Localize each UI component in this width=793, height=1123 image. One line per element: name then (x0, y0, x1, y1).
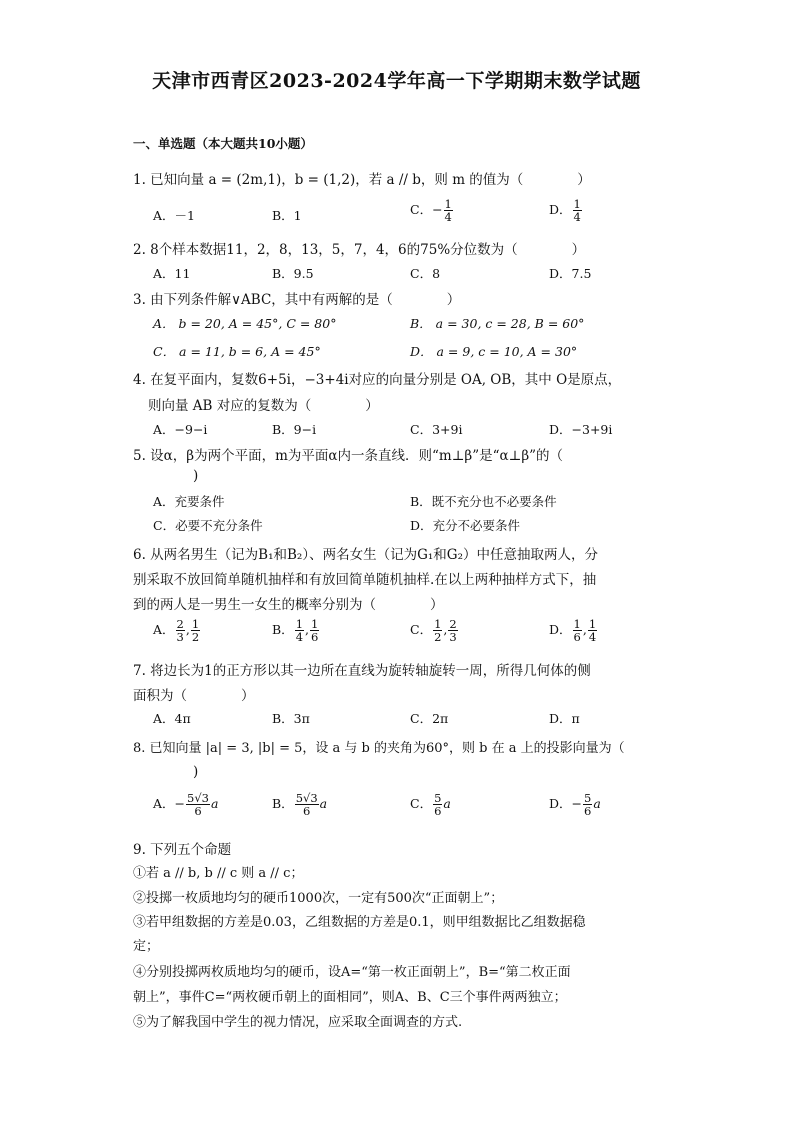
q8-option-b-fraction (295, 792, 319, 817)
q6-option-a-frac1-num: 2 (176, 617, 184, 631)
q2-option-d: D．7.5 (549, 266, 592, 281)
q8-option-b-num: 5√3 (295, 791, 318, 805)
q8-option-d-num: 5 (584, 791, 592, 805)
q1-option-d-label: D． (549, 202, 572, 218)
q6-option-d-frac2 (588, 618, 597, 643)
q1-option-c-label: C．− (410, 202, 443, 218)
q5-option-a: A．充要条件 (153, 494, 225, 509)
q7-option-d: D．π (549, 711, 580, 726)
q6-option-c-frac2 (448, 618, 457, 643)
q6-option-b-frac1-den: 4 (295, 630, 304, 645)
q3-option-a: A． b = 20, A = 45°, C = 80° (153, 316, 337, 331)
q1-option-c-den: 4 (444, 210, 452, 225)
q8-option-a-den: 6 (194, 804, 202, 819)
q8-option-a-fraction (186, 792, 210, 817)
q8-option-b-den: 6 (303, 804, 311, 819)
q8-option-c-num: 5 (434, 791, 442, 805)
q8-option-d-label: D．− (549, 796, 582, 812)
page-title: 天津市西青区2023-2024学年高一下学期期末数学试题 (152, 70, 641, 92)
q5-stem-line1: 5. 设α，β为两个平面，m为平面α内一条直线．则“m⊥β”是“α⊥β”的（ (133, 448, 564, 464)
q8-option-d-den: 6 (584, 804, 592, 819)
q8-stem-line1: 8. 已知向量 |a| = 3, |b| = 5，设 a 与 b 的夹角为60°，则 b 在 a 上的投影向量为（ (133, 741, 625, 756)
q6-option-b: B． $\frac{1}{4}$ , $\frac{1}{6}$ (272, 617, 319, 645)
q6-stem-line1: 6. 从两名男生（记为B₁和B₂）、两名女生（记为G₁和G₂）中任意抽取两人，分 (133, 547, 598, 563)
q6-option-d-label: D． (549, 622, 572, 638)
q8-option-d (549, 792, 601, 817)
q8-option-d-fraction (583, 792, 592, 817)
q1-option-d (549, 198, 583, 223)
q6-option-d-frac1-den: 6 (573, 630, 581, 645)
q6-option-b-frac2 (310, 618, 319, 643)
q6-option-c: C． $\frac{1}{2}$ , $\frac{2}{3}$ (410, 617, 457, 645)
q1-option-d-fraction (573, 198, 582, 223)
q3-option-b: B． a = 30, c = 28, B = 60° (410, 316, 585, 331)
q6-option-d-frac1 (573, 618, 582, 643)
q6-option-a-label: A． (153, 622, 175, 638)
q6-option-a-frac2-den: 2 (191, 630, 200, 645)
q6-stem-line3: 到的两人是一男生一女生的概率分别为（ ） (133, 597, 444, 613)
q8-option-c-var: a (443, 796, 451, 812)
q6-option-c-frac1-den: 2 (434, 630, 442, 645)
q5-option-b: B．既不充分也不必要条件 (410, 494, 557, 509)
q4-stem-line2: 则向量 AB 对应的复数为（ ） (148, 398, 379, 414)
q9-item-1: ①若 a // b, b // c 则 a // c； (133, 866, 304, 881)
q8-option-c-fraction (433, 792, 442, 817)
q9-item-3: ③若甲组数据的方差是0.03，乙组数据的方差是0.1，则甲组数据比乙组数据稳 (133, 915, 586, 930)
q7-option-b: B．3π (272, 711, 310, 726)
q6-option-b-frac2-num: 1 (311, 617, 319, 631)
q9-item-4-cont: 朝上”，事件C=“两枚硬币朝上的面相同”，则A、B、C三个事件两两独立； (133, 990, 567, 1005)
q1-option-c-num: 1 (444, 197, 452, 211)
q5-stem-line2: ) (193, 468, 199, 484)
q2-option-b: B．9.5 (272, 266, 314, 281)
q8-stem-line2: ) (193, 764, 199, 780)
q4-option-c: C．3+9i (410, 422, 463, 437)
q2-option-c: C．8 (410, 266, 441, 281)
q6-option-b-frac2-den: 6 (311, 630, 319, 645)
q9-item-5: ⑤为了解我国中学生的视力情况，应采取全面调查的方式. (133, 1015, 463, 1030)
q8-option-d-var: a (593, 796, 601, 812)
q6-option-c-frac1 (433, 618, 442, 643)
q6-option-b-label: B． (272, 622, 294, 638)
q7-option-a: A．4π (153, 711, 191, 726)
q1-option-d-num: 1 (573, 197, 581, 211)
q6-option-a-frac1-den: 3 (176, 630, 184, 645)
q6-option-d-frac1-num: 1 (573, 617, 581, 631)
q3-stem: 3. 由下列条件解∨ABC，其中有两解的是（ ） (133, 292, 461, 308)
q6-option-a: A． $\frac{2}{3}$ , $\frac{1}{2}$ (153, 617, 200, 645)
q6-option-d: D． $\frac{1}{6}$ , $\frac{1}{4}$ (549, 617, 597, 645)
q7-stem-line1: 7. 将边长为1的正方形以其一边所在直线为旋转轴旋转一周，所得几何体的侧 (133, 663, 591, 679)
q8-option-b-label: B． (272, 796, 294, 812)
q1-option-c (410, 198, 454, 223)
q7-option-c: C．2π (410, 711, 449, 726)
q6-option-c-frac2-den: 3 (449, 630, 457, 645)
q8-option-a-var: a (210, 796, 219, 812)
q9-item-2: ②投掷一枚质地均匀的硬币1000次，一定有500次“正面朝上”； (133, 891, 504, 906)
q6-option-a-frac2 (191, 618, 200, 643)
q6-option-a-frac2-num: 1 (191, 617, 200, 631)
q6-option-c-frac1-num: 1 (434, 617, 442, 631)
q1-option-c-fraction (444, 198, 453, 223)
q1-stem: 1. 已知向量 a = (2m,1)，b = (1,2)，若 a // b，则 m 的值为（ ） (133, 172, 591, 188)
q4-option-b: B．9−i (272, 422, 317, 437)
q2-stem: 2. 8个样本数据11，2，8，13，5，7，4，6的75%分位数为（ ） (133, 242, 586, 258)
q5-option-d: D．充分不必要条件 (410, 518, 521, 533)
q6-option-c-label: C． (410, 622, 433, 638)
q6-option-b-frac1 (295, 618, 304, 643)
q8-option-a-label: A．− (153, 796, 186, 812)
q8-option-b-var: a (319, 796, 328, 812)
q7-stem-line2: 面积为（ ） (133, 688, 255, 704)
q5-option-c: C．必要不充分条件 (153, 518, 263, 533)
q1-option-b: B．1 (272, 208, 302, 223)
q1-option-d-den: 4 (573, 210, 581, 225)
q3-option-d: D． a = 9, c = 10, A = 30° (410, 344, 578, 359)
q8-option-b (272, 792, 327, 817)
q6-option-a-frac1 (176, 618, 185, 643)
q8-option-c-label: C． (410, 796, 433, 812)
q6-option-d-frac2-den: 4 (588, 630, 597, 645)
q6-stem-line2: 别采取不放回简单随机抽样和有放回简单随机抽样.在以上两种抽样方式下，抽 (133, 572, 597, 588)
q8-option-c (410, 792, 451, 817)
q8-option-a (153, 792, 218, 817)
q6-option-b-frac1-num: 1 (295, 617, 304, 631)
q4-option-a: A．−9−i (153, 422, 208, 437)
q9-item-3-cont: 定； (133, 939, 160, 954)
q8-option-a-num: 5√3 (187, 791, 209, 805)
q6-option-c-frac2-num: 2 (449, 617, 457, 631)
q4-stem-line1: 4. 在复平面内，复数6+5i，−3+4i对应的向量分别是 OA, OB，其中 O是原点， (133, 372, 622, 388)
q4-option-d: D．−3+9i (549, 422, 613, 437)
q8-option-c-den: 6 (434, 804, 442, 819)
q3-option-c: C． a = 11, b = 6, A = 45° (153, 344, 321, 359)
q2-option-a: A．11 (153, 266, 191, 281)
section-heading: 一、单选题（本大题共10小题） (133, 136, 313, 151)
q9-stem: 9. 下列五个命题 (133, 842, 232, 858)
q6-option-d-frac2-num: 1 (588, 617, 597, 631)
q9-item-4: ④分别投掷两枚质地均匀的硬币，设A=“第一枚正面朝上”，B=“第二枚正面 (133, 965, 571, 980)
q1-option-a: A．－1 (153, 208, 195, 223)
